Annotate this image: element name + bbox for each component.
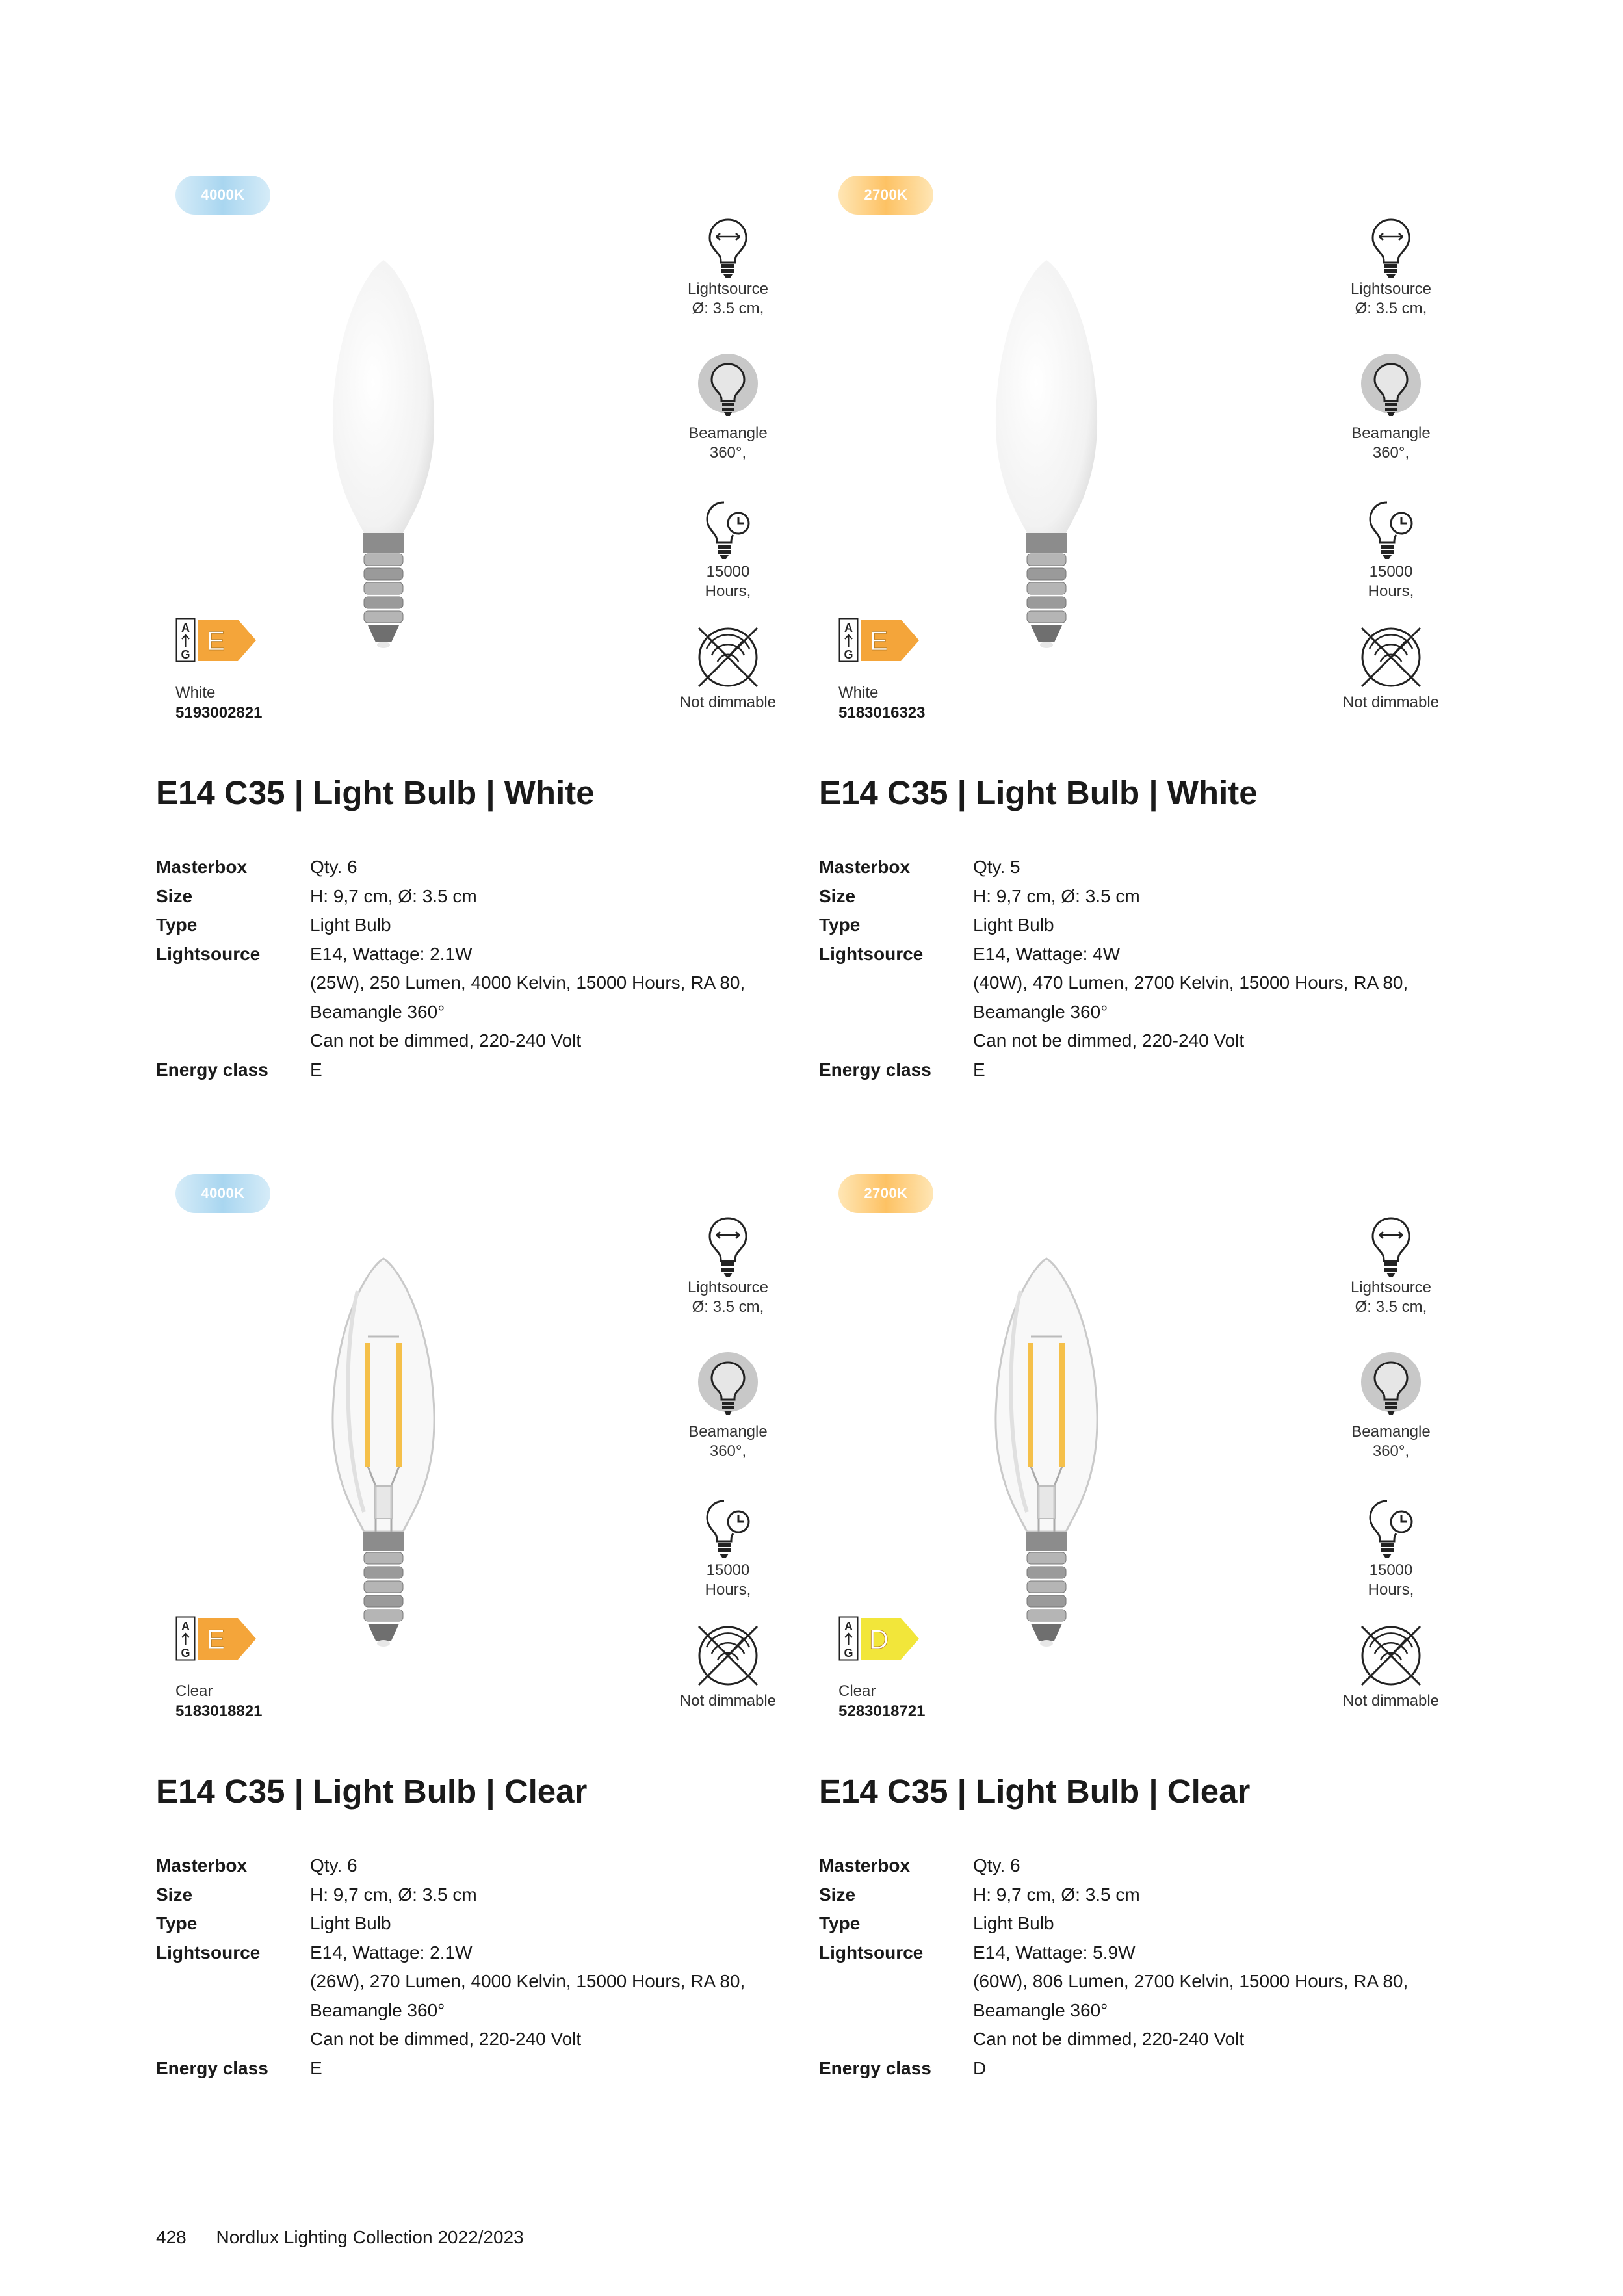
base-tip [1031, 625, 1062, 642]
lightsource-caption: Lightsource Ø: 3.5 cm, [1350, 1279, 1432, 1316]
product-sku: 5183016323 [838, 704, 926, 722]
spec-value: E14, Wattage: 5.9W (60W), 806 Lumen, 2700 Kelvin, 15000 Hours, RA 80, Beamangle 360° Can not be dimmed, 220-240 Volt [973, 1942, 1409, 2049]
product-title: E14 C35 | Light Bulb | White [156, 774, 595, 811]
spec-row-lightsource [819, 940, 1469, 1056]
spec-label: Size [819, 1884, 856, 1905]
spec-table [156, 1851, 806, 2083]
screw-thread [1027, 582, 1066, 594]
lifetime-caption: 15000 Hours, [705, 563, 751, 600]
color-temperature-badge: 4000K [175, 1174, 270, 1213]
spec-value: Light Bulb [310, 1913, 391, 1933]
lifetime-feature [1319, 497, 1462, 601]
svg-text:G: G [181, 1647, 190, 1660]
spec-row-masterbox [819, 853, 1469, 882]
spec-row-lightsource [156, 940, 806, 1056]
product-sku: 5183018821 [175, 1702, 263, 1720]
color-temperature-badge: 4000K [175, 176, 270, 215]
lifetime-feature [1319, 1496, 1462, 1600]
dimmable-feature [1319, 1620, 1462, 1711]
product-title: E14 C35 | Light Bulb | Clear [156, 1773, 588, 1810]
energy-label-icon [838, 618, 923, 663]
product-card-2 [819, 176, 1469, 1131]
lifetime-feature [656, 497, 799, 601]
spec-row-size [819, 1881, 1469, 1910]
publication-title: Nordlux Lighting Collection 2022/2023 [216, 2227, 524, 2247]
spec-label: Masterbox [156, 1855, 248, 1875]
page-footer [156, 2227, 524, 2248]
lifetime-caption: 15000 Hours, [1368, 563, 1414, 600]
beamangle-feature [1319, 1351, 1462, 1461]
spec-row-energy [156, 2054, 806, 2083]
bulb-diameter-icon [702, 1213, 754, 1278]
base-contact [1040, 1640, 1053, 1647]
glass-stem [374, 1486, 393, 1519]
base-collar [363, 533, 404, 553]
base-contact [377, 1640, 390, 1647]
base-tip [1031, 1624, 1062, 1641]
dimmable-caption: Not dimmable [1342, 694, 1440, 711]
spec-table [819, 1851, 1469, 2083]
spec-row-masterbox [819, 1851, 1469, 1881]
color-temperature-badge: 2700K [838, 1174, 933, 1213]
bulb-glass [333, 260, 434, 533]
spec-label: Masterbox [156, 857, 248, 877]
bulb-image [981, 254, 1111, 657]
spec-label: Energy class [156, 2057, 268, 2078]
page-number: 428 [156, 2227, 187, 2247]
spec-label: Type [156, 915, 198, 935]
lifetime-feature [656, 1496, 799, 1600]
screw-thread [1027, 1552, 1066, 1564]
bulb-diameter-icon [702, 215, 754, 280]
svg-text:D: D [868, 1624, 889, 1654]
spec-label: Energy class [156, 1059, 268, 1080]
color-temperature-badge: 2700K [838, 176, 933, 215]
dimmable-caption: Not dimmable [1342, 1692, 1440, 1710]
bulb-diameter-icon [1365, 1213, 1417, 1278]
spec-label: Size [819, 885, 856, 906]
spec-value: E14, Wattage: 2.1W (25W), 250 Lumen, 4000 Kelvin, 15000 Hours, RA 80, Beamangle 360° Can not be dimmed, 220-240 Volt [310, 943, 746, 1050]
filament [1059, 1343, 1065, 1467]
product-card-3 [156, 1174, 806, 2130]
svg-text:A: A [844, 1620, 853, 1633]
spec-value: D [973, 2057, 987, 2078]
spec-label: Energy class [819, 2057, 931, 2078]
spec-value: Qty. 5 [973, 857, 1020, 877]
product-card-4 [819, 1174, 1469, 2130]
clock-bulb-icon [695, 497, 760, 562]
bulb-image [318, 254, 448, 657]
spec-row-type [819, 911, 1469, 940]
spec-label: Type [819, 1913, 861, 1933]
beamangle-caption: Beamangle 360°, [688, 1423, 768, 1460]
spec-label: Size [156, 1884, 193, 1905]
beamangle-caption: Beamangle 360°, [1351, 424, 1431, 462]
svg-text:G: G [844, 1647, 853, 1660]
spec-value: E [310, 1059, 322, 1080]
base-tip [368, 1624, 399, 1641]
spec-row-size [819, 882, 1469, 911]
spec-label: Energy class [819, 1059, 931, 1080]
dimmable-feature [656, 621, 799, 712]
beamangle-feature [656, 1351, 799, 1461]
spec-row-energy [819, 1056, 1469, 1085]
clock-bulb-icon [1358, 1496, 1423, 1561]
svg-text:A: A [181, 1620, 190, 1633]
spec-value: E [310, 2057, 322, 2078]
screw-thread [1027, 611, 1066, 623]
spec-label: Lightsource [156, 1942, 261, 1963]
product-card-1 [156, 176, 806, 1131]
base-collar [363, 1532, 404, 1551]
screw-thread [364, 1595, 403, 1607]
spec-label: Masterbox [819, 1855, 911, 1875]
spec-value: Light Bulb [973, 1913, 1054, 1933]
product-title: E14 C35 | Light Bulb | Clear [819, 1773, 1251, 1810]
beamangle-caption: Beamangle 360°, [1351, 1423, 1431, 1460]
variant-name: White [838, 684, 879, 701]
spec-value: Light Bulb [973, 915, 1054, 935]
screw-thread [1027, 597, 1066, 608]
energy-label-icon [175, 1616, 260, 1662]
spec-row-lightsource [819, 1938, 1469, 2054]
screw-thread [364, 597, 403, 608]
spec-table [156, 853, 806, 1084]
bulb-image [318, 1252, 448, 1655]
spec-row-energy [156, 1056, 806, 1085]
product-sku: 5283018721 [838, 1702, 926, 1720]
dimmable-caption: Not dimmable [679, 1692, 777, 1710]
base-contact [377, 642, 390, 648]
beamangle-icon [695, 1351, 760, 1422]
spec-label: Type [156, 1913, 198, 1933]
base-collar [1026, 533, 1067, 553]
lightsource-feature [656, 1213, 799, 1317]
spec-row-type [819, 1909, 1469, 1938]
beamangle-icon [695, 352, 760, 424]
spec-label: Lightsource [156, 943, 261, 964]
glass-stem [1037, 1486, 1056, 1519]
screw-thread [364, 611, 403, 623]
variant-name: White [175, 684, 216, 701]
screw-thread [364, 568, 403, 580]
spec-row-energy [819, 2054, 1469, 2083]
spec-row-type [156, 911, 806, 940]
lightsource-caption: Lightsource Ø: 3.5 cm, [1350, 280, 1432, 317]
spec-row-type [156, 1909, 806, 1938]
screw-thread [1027, 1595, 1066, 1607]
spec-label: Type [819, 915, 861, 935]
beamangle-feature [656, 352, 799, 463]
not-dimmable-icon [1355, 621, 1427, 693]
bulb-glass [996, 260, 1097, 533]
spec-label: Lightsource [819, 1942, 924, 1963]
lightsource-feature [656, 215, 799, 319]
not-dimmable-icon [692, 1620, 764, 1691]
screw-thread [1027, 1581, 1066, 1593]
svg-text:E: E [206, 625, 226, 656]
svg-text:G: G [181, 648, 190, 661]
filament [396, 1343, 402, 1467]
clock-bulb-icon [695, 1496, 760, 1561]
svg-text:E: E [206, 1624, 226, 1654]
spec-label: Size [156, 885, 193, 906]
dimmable-feature [656, 1620, 799, 1711]
energy-label-icon [838, 1616, 923, 1662]
screw-thread [1027, 554, 1066, 566]
spec-table [819, 853, 1469, 1084]
spec-value: H: 9,7 cm, Ø: 3.5 cm [310, 1884, 477, 1905]
spec-value: Qty. 6 [310, 1855, 357, 1875]
spec-value: H: 9,7 cm, Ø: 3.5 cm [973, 885, 1140, 906]
spec-value: E14, Wattage: 2.1W (26W), 270 Lumen, 4000 Kelvin, 15000 Hours, RA 80, Beamangle 360° Can not be dimmed, 220-240 Volt [310, 1942, 746, 2049]
screw-thread [364, 582, 403, 594]
spec-row-size [156, 1881, 806, 1910]
lifetime-caption: 15000 Hours, [705, 1561, 751, 1598]
svg-text:G: G [844, 648, 853, 661]
spec-value: Light Bulb [310, 915, 391, 935]
not-dimmable-icon [692, 621, 764, 693]
lifetime-caption: 15000 Hours, [1368, 1561, 1414, 1598]
screw-thread [364, 1552, 403, 1564]
clock-bulb-icon [1358, 497, 1423, 562]
beamangle-icon [1358, 1351, 1423, 1422]
spec-label: Lightsource [819, 943, 924, 964]
lightsource-caption: Lightsource Ø: 3.5 cm, [687, 280, 769, 317]
spec-label: Masterbox [819, 857, 911, 877]
screw-thread [1027, 568, 1066, 580]
spec-value: E14, Wattage: 4W (40W), 470 Lumen, 2700 Kelvin, 15000 Hours, RA 80, Beamangle 360° Can not be dimmed, 220-240 Volt [973, 943, 1409, 1050]
base-contact [1040, 642, 1053, 648]
svg-text:A: A [844, 621, 853, 634]
screw-thread [364, 1610, 403, 1621]
screw-thread [364, 1567, 403, 1578]
energy-label-icon [175, 618, 260, 663]
variant-name: Clear [838, 1682, 876, 1700]
screw-thread [1027, 1610, 1066, 1621]
not-dimmable-icon [1355, 1620, 1427, 1691]
svg-text:A: A [181, 621, 190, 634]
lightsource-caption: Lightsource Ø: 3.5 cm, [687, 1279, 769, 1316]
beamangle-caption: Beamangle 360°, [688, 424, 768, 462]
beamangle-feature [1319, 352, 1462, 463]
spec-row-masterbox [156, 1851, 806, 1881]
screw-thread [364, 1581, 403, 1593]
bulb-image [981, 1252, 1111, 1655]
svg-text:E: E [869, 625, 889, 656]
spec-value: Qty. 6 [973, 1855, 1020, 1875]
lightsource-feature [1319, 1213, 1462, 1317]
dimmable-feature [1319, 621, 1462, 712]
lightsource-feature [1319, 215, 1462, 319]
spec-value: Qty. 6 [310, 857, 357, 877]
variant-name: Clear [175, 1682, 213, 1700]
filament [1028, 1343, 1033, 1467]
spec-row-masterbox [156, 853, 806, 882]
product-title: E14 C35 | Light Bulb | White [819, 774, 1258, 811]
spec-value: E [973, 1059, 985, 1080]
filament [365, 1343, 370, 1467]
base-collar [1026, 1532, 1067, 1551]
screw-thread [1027, 1567, 1066, 1578]
dimmable-caption: Not dimmable [679, 694, 777, 711]
spec-value: H: 9,7 cm, Ø: 3.5 cm [310, 885, 477, 906]
spec-value: H: 9,7 cm, Ø: 3.5 cm [973, 1884, 1140, 1905]
product-sku: 5193002821 [175, 704, 263, 722]
beamangle-icon [1358, 352, 1423, 424]
base-tip [368, 625, 399, 642]
spec-row-size [156, 882, 806, 911]
screw-thread [364, 554, 403, 566]
bulb-diameter-icon [1365, 215, 1417, 280]
spec-row-lightsource [156, 1938, 806, 2054]
